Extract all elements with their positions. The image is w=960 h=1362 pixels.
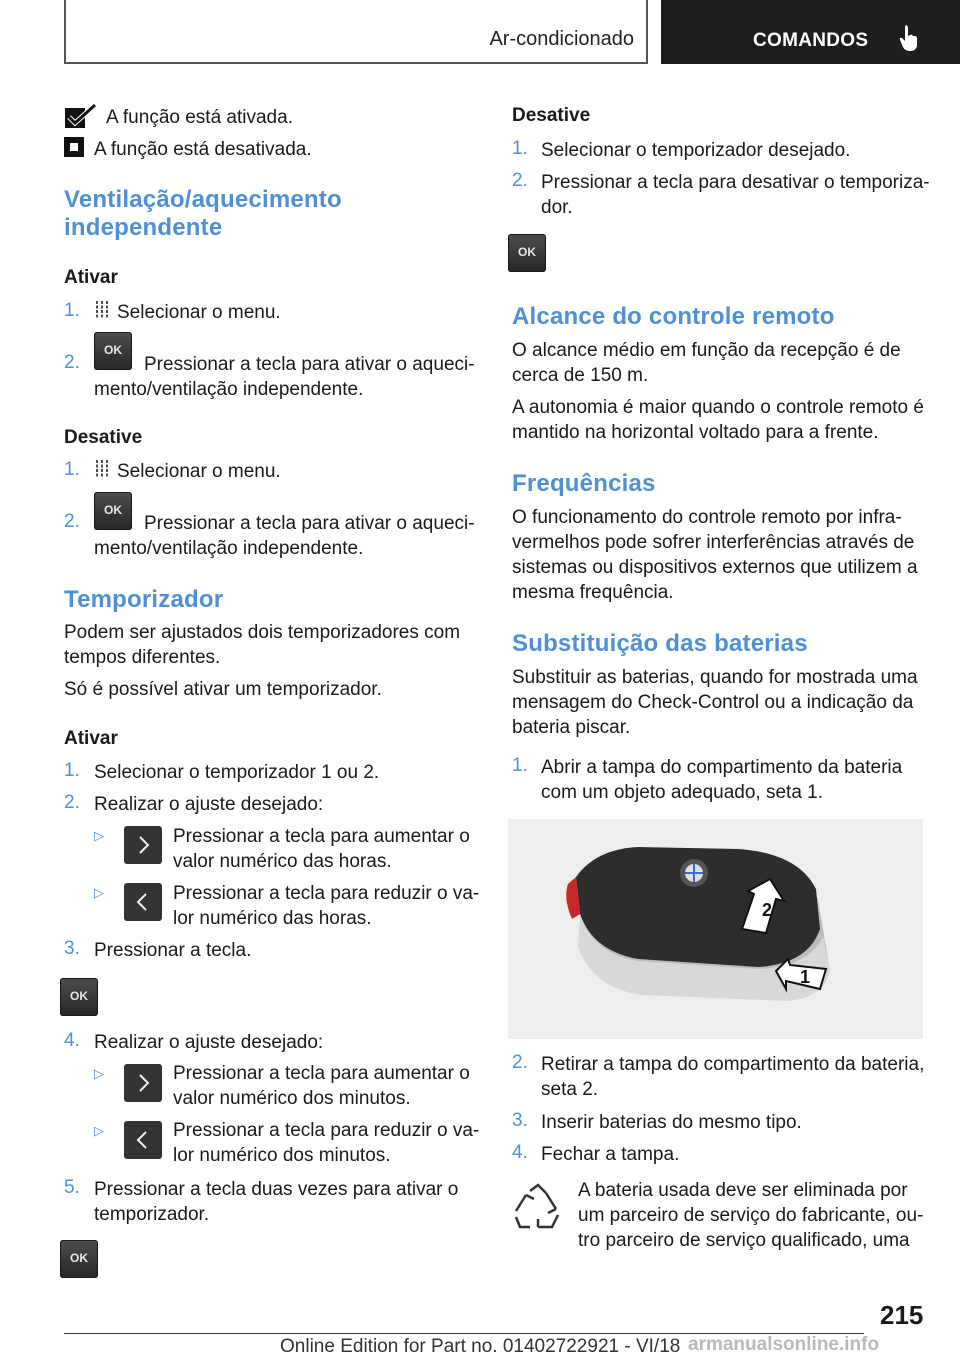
subheading-ativar: Ativar: [64, 267, 118, 288]
step-text: com um objeto adequado, seta 1.: [541, 782, 824, 803]
paragraph: Podem ser ajustados dois temporizadores com: [64, 622, 461, 643]
step-text: Realizar o ajuste desejado:: [94, 794, 324, 815]
subheading-desative: Desative: [64, 427, 143, 448]
paragraph: O alcance médio em função da recepção é de: [512, 340, 901, 361]
arrow-right-button-icon: [124, 1064, 162, 1102]
step-text: Pressionar a tecla para ativar o aqueci-: [144, 354, 475, 375]
subheading-desative: Desative: [512, 105, 591, 126]
step-text: dor.: [541, 197, 573, 218]
paragraph: Só é possível ativar um temporizador.: [64, 679, 382, 700]
hand-pointer-icon: [897, 24, 921, 52]
step-text: Pressionar a tecla.: [94, 940, 252, 961]
heat-vent-icon: [94, 458, 110, 480]
paragraph: tempos diferentes.: [64, 647, 221, 668]
bullet-marker: ▷: [94, 828, 104, 843]
step-number: 2.: [64, 352, 80, 373]
step-text: Selecionar o temporizador desejado.: [541, 140, 851, 161]
step-number: 3.: [512, 1110, 528, 1131]
paragraph: Substituir as baterias, quando for mostrada uma: [512, 667, 918, 688]
step-text: Abrir a tampa do compartimento da bateria: [541, 757, 903, 778]
bullet-text: valor numérico dos minutos.: [173, 1088, 411, 1109]
step-text: Selecionar o menu.: [117, 302, 281, 323]
arrow-2-label: 2: [762, 900, 773, 920]
arrow-right-button-icon: [124, 826, 162, 864]
status-on-text: A função está ativada.: [106, 107, 293, 128]
step-number: 2.: [64, 792, 80, 813]
step-number: 4.: [64, 1030, 80, 1051]
section-title: Ar-condicionado: [489, 28, 634, 50]
step-text: temporizador.: [94, 1204, 210, 1225]
heading-ventilation-line2: independente: [64, 214, 223, 241]
step-text: Inserir baterias do mesmo tipo.: [541, 1112, 802, 1133]
step-text: Fechar a tampa.: [541, 1144, 680, 1165]
bullet-marker: ▷: [94, 1123, 104, 1138]
paragraph: A autonomia é maior quando o controle remoto é: [512, 397, 924, 418]
arrow-left-button-icon: [124, 1121, 162, 1159]
step-text: mento/ventilação independente.: [94, 538, 364, 559]
paragraph: mesma frequência.: [512, 582, 674, 603]
bullet-text: Pressionar a tecla para aumentar o: [173, 1063, 470, 1084]
bullet-text: Pressionar a tecla para reduzir o va-: [173, 1120, 480, 1141]
subheading-ativar: Ativar: [64, 728, 118, 749]
paragraph: sistemas ou dispositivos externos que utilizem a: [512, 557, 918, 578]
heading-ventilation-line1: Ventilação/aquecimento: [64, 186, 342, 213]
ok-button-icon: OK: [94, 332, 132, 370]
step-text: Pressionar a tecla para desativar o temporiza-: [541, 172, 930, 193]
recycle-note: A bateria usada deve ser eliminada por: [578, 1180, 908, 1201]
step-number: 1.: [512, 755, 528, 776]
watermark: armanualsonline.info: [688, 1334, 880, 1355]
status-off-text: A função está desativada.: [94, 139, 312, 160]
bullet-text: lor numérico das horas.: [173, 908, 372, 929]
step-text: mento/ventilação independente.: [94, 379, 364, 400]
step-text: Selecionar o temporizador 1 ou 2.: [94, 762, 380, 783]
step-text: seta 2.: [541, 1079, 599, 1100]
arrow-1-label: 1: [800, 967, 811, 987]
step-number: 1.: [64, 760, 80, 781]
chapter-tab: [661, 0, 960, 64]
recycle-note: um parceiro de serviço do fabricante, ou-: [578, 1205, 924, 1226]
step-text: Pressionar a tecla para ativar o aqueci-: [144, 513, 475, 534]
bullet-text: valor numérico das horas.: [173, 851, 392, 872]
bullet-marker: ▷: [94, 1066, 104, 1081]
paragraph: mantido na horizontal voltado para a frente.: [512, 422, 879, 443]
recycle-note: tro parceiro de serviço qualificado, uma: [578, 1230, 910, 1251]
heading-frequencies: Frequências: [512, 470, 656, 497]
chapter-tab-label: COMANDOS: [753, 30, 869, 51]
bullet-text: Pressionar a tecla para aumentar o: [173, 826, 470, 847]
paragraph: cerca de 150 m.: [512, 365, 649, 386]
edition-text: Online Edition for Part no. 01402722921 - VI/18: [280, 1336, 681, 1357]
arrow-left-button-icon: [124, 883, 162, 921]
heading-timer: Temporizador: [64, 586, 224, 613]
checkbox-empty-icon: [64, 137, 86, 159]
heading-ventilation: [64, 186, 342, 242]
recycle-icon: [512, 1183, 564, 1235]
ok-button-icon: OK: [508, 234, 546, 272]
heat-vent-icon: [94, 299, 110, 321]
step-number: 1.: [64, 300, 80, 321]
ok-button-icon: OK: [60, 978, 98, 1016]
checkbox-checked-icon: [64, 104, 98, 130]
paragraph: bateria piscar.: [512, 717, 631, 738]
step-number: 1.: [512, 138, 528, 159]
paragraph: vermelhos pode sofrer interferências através de: [512, 532, 915, 553]
bullet-text: lor numérico dos minutos.: [173, 1145, 391, 1166]
heading-battery-replacement: Substituição das baterias: [512, 630, 808, 657]
key-fob-illustration: [508, 819, 923, 1039]
step-number: 2.: [512, 170, 528, 191]
step-text: Pressionar a tecla duas vezes para ativar o: [94, 1179, 459, 1200]
step-number: 2.: [512, 1052, 528, 1073]
ok-button-icon: OK: [94, 492, 132, 530]
step-text: Retirar a tampa do compartimento da bateria,: [541, 1054, 925, 1075]
bullet-marker: ▷: [94, 885, 104, 900]
paragraph: mensagem do Check-Control ou a indicação da: [512, 692, 914, 713]
step-number: 3.: [64, 938, 80, 959]
step-number: 2.: [64, 511, 80, 532]
step-text: Selecionar o menu.: [117, 461, 281, 482]
step-number: 5.: [64, 1177, 80, 1198]
step-number: 1.: [64, 459, 80, 480]
paragraph: O funcionamento do controle remoto por infra-: [512, 507, 902, 528]
bullet-text: Pressionar a tecla para reduzir o va-: [173, 883, 480, 904]
step-text: Realizar o ajuste desejado:: [94, 1032, 324, 1053]
heading-remote-range: Alcance do controle remoto: [512, 303, 835, 330]
step-number: 4.: [512, 1142, 528, 1163]
ok-button-icon: OK: [60, 1240, 98, 1278]
page-number: 215: [880, 1300, 924, 1330]
